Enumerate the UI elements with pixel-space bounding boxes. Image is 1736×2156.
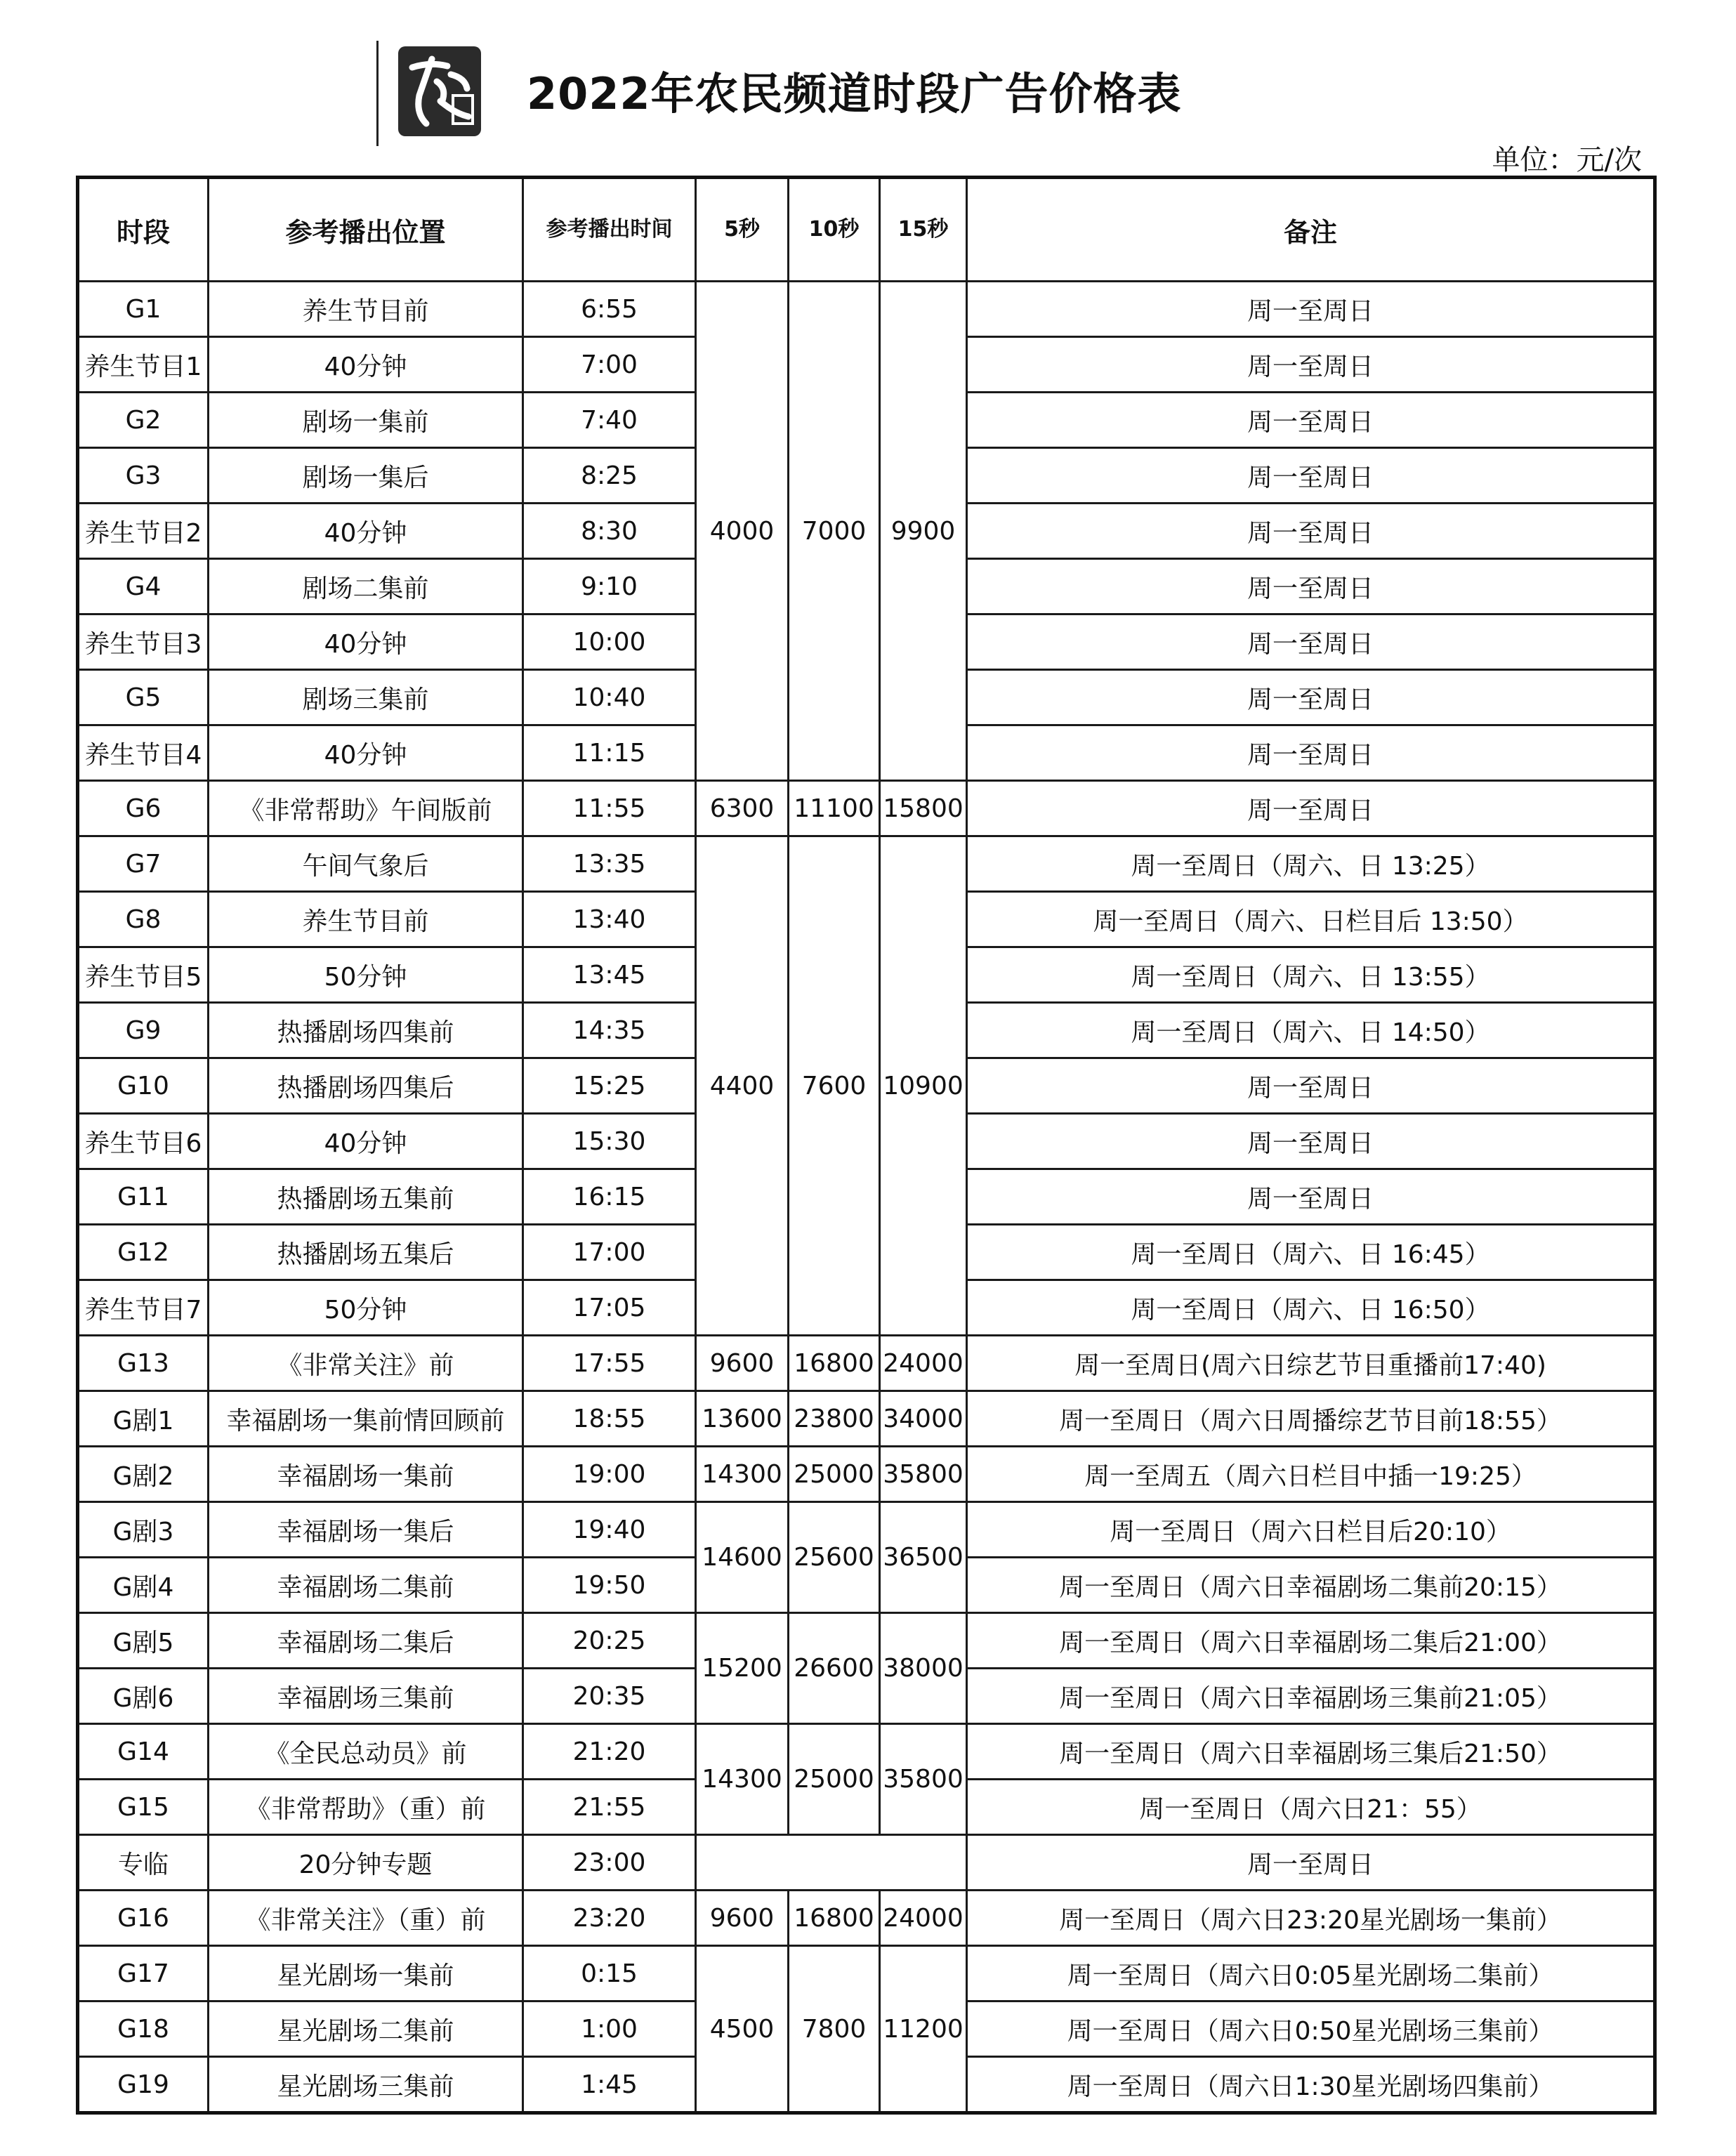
time-cell: 0:15 xyxy=(523,1946,696,2001)
position-cell: 《非常帮助》（重）前 xyxy=(209,1780,523,1835)
position-cell: 幸福剧场二集前 xyxy=(209,1558,523,1613)
slot-cell: G剧4 xyxy=(78,1558,209,1613)
time-cell: 7:00 xyxy=(523,337,696,393)
note-cell: 周一至周日（周六日周播综艺节目前18:55） xyxy=(967,1391,1655,1447)
slot-cell: G6 xyxy=(78,781,209,836)
note-cell: 周一至周日（周六日幸福剧场二集后21:00） xyxy=(967,1613,1655,1669)
price-s5-cell: 9600 xyxy=(696,1891,789,1946)
slot-cell: 养生节目1 xyxy=(78,337,209,393)
time-cell: 19:50 xyxy=(523,1558,696,1613)
slot-cell: G剧2 xyxy=(78,1447,209,1502)
position-cell: 40分钟 xyxy=(209,614,523,670)
slot-cell: 养生节目7 xyxy=(78,1280,209,1336)
slot-cell: 专临 xyxy=(78,1835,209,1891)
table-row xyxy=(78,1891,1655,1946)
time-cell: 10:00 xyxy=(523,614,696,670)
slot-cell: G剧5 xyxy=(78,1613,209,1669)
price-s10-cell: 16800 xyxy=(789,1891,880,1946)
price-s5-cell: 13600 xyxy=(696,1391,789,1447)
table-row xyxy=(78,282,1655,337)
price-s5-cell: 9600 xyxy=(696,1336,789,1391)
time-cell: 11:15 xyxy=(523,725,696,781)
note-cell: 周一至周日（周六、日 14:50） xyxy=(967,1003,1655,1058)
slot-cell: G4 xyxy=(78,559,209,614)
price-s15-cell: 24000 xyxy=(880,1891,967,1946)
time-cell: 23:20 xyxy=(523,1891,696,1946)
note-cell: 周一至周日 xyxy=(967,393,1655,448)
slot-cell: G剧6 xyxy=(78,1669,209,1724)
note-cell: 周一至周日 xyxy=(967,781,1655,836)
note-cell: 周一至周日（周六日幸福剧场二集前20:15） xyxy=(967,1558,1655,1613)
position-cell: 剧场一集后 xyxy=(209,448,523,504)
note-cell: 周一至周日（周六日栏目后20:10） xyxy=(967,1502,1655,1558)
position-cell: 《非常关注》（重）前 xyxy=(209,1891,523,1946)
time-cell: 1:45 xyxy=(523,2057,696,2113)
note-cell: 周一至周日 xyxy=(967,504,1655,559)
price-s15-cell: 10900 xyxy=(880,836,967,1336)
table-row xyxy=(78,781,1655,836)
time-cell: 8:25 xyxy=(523,448,696,504)
position-cell: 20分钟专题 xyxy=(209,1835,523,1891)
time-cell: 21:20 xyxy=(523,1724,696,1780)
price-s15-cell: 11200 xyxy=(880,1946,967,2113)
position-cell: 剧场二集前 xyxy=(209,559,523,614)
time-cell: 20:25 xyxy=(523,1613,696,1669)
note-cell: 周一至周日 xyxy=(967,1169,1655,1225)
price-s15-cell: 24000 xyxy=(880,1336,967,1391)
note-cell: 周一至周日 xyxy=(967,1114,1655,1169)
slot-cell: G7 xyxy=(78,836,209,892)
time-cell: 8:30 xyxy=(523,504,696,559)
position-cell: 热播剧场五集后 xyxy=(209,1225,523,1280)
note-cell: 周一至周日 xyxy=(967,282,1655,337)
price-s5-cell: 4000 xyxy=(696,282,789,781)
slot-cell: G剧3 xyxy=(78,1502,209,1558)
price-s15-cell: 15800 xyxy=(880,781,967,836)
price-s10-cell: 7600 xyxy=(789,836,880,1336)
time-cell: 20:35 xyxy=(523,1669,696,1724)
note-cell: 周一至周日 xyxy=(967,1058,1655,1114)
note-cell: 周一至周五（周六日栏目中插一19:25） xyxy=(967,1447,1655,1502)
position-cell: 幸福剧场三集前 xyxy=(209,1669,523,1724)
document-title: 2022年农民频道时段广告价格表 xyxy=(527,68,1182,119)
time-cell: 17:05 xyxy=(523,1280,696,1336)
position-cell: 《非常帮助》午间版前 xyxy=(209,781,523,836)
header-slot: 时段 xyxy=(78,178,209,282)
price-s10-cell: 23800 xyxy=(789,1391,880,1447)
note-cell: 周一至周日（周六、日 13:55） xyxy=(967,947,1655,1003)
price-s5-cell: 14600 xyxy=(696,1502,789,1613)
price-s10-cell: 25600 xyxy=(789,1502,880,1613)
position-cell: 养生节目前 xyxy=(209,892,523,947)
header-row xyxy=(78,178,1655,282)
note-cell: 周一至周日（周六日幸福剧场三集前21:05） xyxy=(967,1669,1655,1724)
slot-cell: 养生节目5 xyxy=(78,947,209,1003)
slot-cell: G11 xyxy=(78,1169,209,1225)
header-15s: 15秒 xyxy=(880,178,967,282)
slot-cell: G12 xyxy=(78,1225,209,1280)
time-cell: 10:40 xyxy=(523,670,696,725)
unit-label: 单位：元/次 xyxy=(1492,144,1642,176)
slot-cell: 养生节目4 xyxy=(78,725,209,781)
position-cell: 热播剧场四集后 xyxy=(209,1058,523,1114)
slot-cell: 养生节目2 xyxy=(78,504,209,559)
header-position: 参考播出位置 xyxy=(209,178,523,282)
price-s10-cell: 25000 xyxy=(789,1447,880,1502)
slot-cell: G3 xyxy=(78,448,209,504)
table-row xyxy=(78,1724,1655,1780)
table-row xyxy=(78,836,1655,892)
price-s5-cell: 14300 xyxy=(696,1447,789,1502)
slot-cell: G2 xyxy=(78,393,209,448)
position-cell: 午间气象后 xyxy=(209,836,523,892)
time-cell: 16:15 xyxy=(523,1169,696,1225)
position-cell: 50分钟 xyxy=(209,947,523,1003)
position-cell: 剧场一集前 xyxy=(209,393,523,448)
time-cell: 18:55 xyxy=(523,1391,696,1447)
table-row xyxy=(78,1391,1655,1447)
price-table xyxy=(76,176,1657,2115)
time-cell: 13:45 xyxy=(523,947,696,1003)
price-empty-cell xyxy=(696,1835,967,1891)
time-cell: 6:55 xyxy=(523,282,696,337)
position-cell: 幸福剧场二集后 xyxy=(209,1613,523,1669)
time-cell: 1:00 xyxy=(523,2001,696,2057)
position-cell: 星光剧场一集前 xyxy=(209,1946,523,2001)
note-cell: 周一至周日 xyxy=(967,448,1655,504)
table-row xyxy=(78,1502,1655,1558)
time-cell: 11:55 xyxy=(523,781,696,836)
note-cell: 周一至周日（周六、日 16:50） xyxy=(967,1280,1655,1336)
price-s10-cell: 11100 xyxy=(789,781,880,836)
note-cell: 周一至周日 xyxy=(967,559,1655,614)
position-cell: 星光剧场三集前 xyxy=(209,2057,523,2113)
note-cell: 周一至周日 xyxy=(967,1835,1655,1891)
price-s10-cell: 7000 xyxy=(789,282,880,781)
position-cell: 幸福剧场一集前情回顾前 xyxy=(209,1391,523,1447)
position-cell: 热播剧场五集前 xyxy=(209,1169,523,1225)
note-cell: 周一至周日（周六、日栏目后 13:50） xyxy=(967,892,1655,947)
note-cell: 周一至周日（周六日0:05星光剧场二集前） xyxy=(967,1946,1655,2001)
slot-cell: G10 xyxy=(78,1058,209,1114)
position-cell: 星光剧场二集前 xyxy=(209,2001,523,2057)
note-cell: 周一至周日（周六日23:20星光剧场一集前） xyxy=(967,1891,1655,1946)
price-s5-cell: 4500 xyxy=(696,1946,789,2113)
position-cell: 50分钟 xyxy=(209,1280,523,1336)
price-s15-cell: 35800 xyxy=(880,1724,967,1835)
time-cell: 19:40 xyxy=(523,1502,696,1558)
note-cell: 周一至周日 xyxy=(967,337,1655,393)
slot-cell: G16 xyxy=(78,1891,209,1946)
position-cell: 《全民总动员》前 xyxy=(209,1724,523,1780)
time-cell: 19:00 xyxy=(523,1447,696,1502)
position-cell: 40分钟 xyxy=(209,725,523,781)
time-cell: 13:40 xyxy=(523,892,696,947)
note-cell: 周一至周日（周六日21：55） xyxy=(967,1780,1655,1835)
table-row xyxy=(78,1835,1655,1891)
table-body xyxy=(78,282,1655,2113)
price-s5-cell: 4400 xyxy=(696,836,789,1336)
table-row xyxy=(78,1946,1655,2001)
position-cell: 养生节目前 xyxy=(209,282,523,337)
slot-cell: G17 xyxy=(78,1946,209,2001)
logo-calligraphy-icon xyxy=(398,46,481,136)
slot-cell: G18 xyxy=(78,2001,209,2057)
position-cell: 《非常关注》前 xyxy=(209,1336,523,1391)
time-cell: 13:35 xyxy=(523,836,696,892)
time-cell: 7:40 xyxy=(523,393,696,448)
note-cell: 周一至周日 xyxy=(967,670,1655,725)
channel-logo xyxy=(376,41,484,146)
price-s10-cell: 26600 xyxy=(789,1613,880,1724)
slot-cell: G13 xyxy=(78,1336,209,1391)
table-row xyxy=(78,1336,1655,1391)
price-s15-cell: 34000 xyxy=(880,1391,967,1447)
note-cell: 周一至周日（周六、日 16:45） xyxy=(967,1225,1655,1280)
header-5s: 5秒 xyxy=(696,178,789,282)
time-cell: 21:55 xyxy=(523,1780,696,1835)
price-s10-cell: 25000 xyxy=(789,1724,880,1835)
price-s10-cell: 7800 xyxy=(789,1946,880,2113)
price-s10-cell: 16800 xyxy=(789,1336,880,1391)
price-s15-cell: 35800 xyxy=(880,1447,967,1502)
header-time: 参考播出时间 xyxy=(523,178,696,282)
price-s5-cell: 14300 xyxy=(696,1724,789,1835)
position-cell: 40分钟 xyxy=(209,1114,523,1169)
slot-cell: G1 xyxy=(78,282,209,337)
header-note: 备注 xyxy=(967,178,1655,282)
slot-cell: G9 xyxy=(78,1003,209,1058)
price-s15-cell: 38000 xyxy=(880,1613,967,1724)
note-cell: 周一至周日 xyxy=(967,614,1655,670)
time-cell: 17:55 xyxy=(523,1336,696,1391)
price-s15-cell: 36500 xyxy=(880,1502,967,1613)
position-cell: 幸福剧场一集前 xyxy=(209,1447,523,1502)
note-cell: 周一至周日(周六日综艺节目重播前17:40) xyxy=(967,1336,1655,1391)
time-cell: 14:35 xyxy=(523,1003,696,1058)
note-cell: 周一至周日 xyxy=(967,725,1655,781)
position-cell: 40分钟 xyxy=(209,337,523,393)
header-10s: 10秒 xyxy=(789,178,880,282)
position-cell: 剧场三集前 xyxy=(209,670,523,725)
position-cell: 40分钟 xyxy=(209,504,523,559)
slot-cell: G5 xyxy=(78,670,209,725)
price-s5-cell: 6300 xyxy=(696,781,789,836)
note-cell: 周一至周日（周六、日 13:25） xyxy=(967,836,1655,892)
note-cell: 周一至周日（周六日幸福剧场三集后21:50） xyxy=(967,1724,1655,1780)
slot-cell: G15 xyxy=(78,1780,209,1835)
time-cell: 9:10 xyxy=(523,559,696,614)
time-cell: 23:00 xyxy=(523,1835,696,1891)
table-row xyxy=(78,1447,1655,1502)
slot-cell: G19 xyxy=(78,2057,209,2113)
slot-cell: G剧1 xyxy=(78,1391,209,1447)
time-cell: 15:30 xyxy=(523,1114,696,1169)
note-cell: 周一至周日（周六日1:30星光剧场四集前） xyxy=(967,2057,1655,2113)
position-cell: 热播剧场四集前 xyxy=(209,1003,523,1058)
time-cell: 15:25 xyxy=(523,1058,696,1114)
time-cell: 17:00 xyxy=(523,1225,696,1280)
price-s5-cell: 15200 xyxy=(696,1613,789,1724)
price-s15-cell: 9900 xyxy=(880,282,967,781)
table-row xyxy=(78,1613,1655,1669)
slot-cell: 养生节目3 xyxy=(78,614,209,670)
note-cell: 周一至周日（周六日0:50星光剧场三集前） xyxy=(967,2001,1655,2057)
slot-cell: 养生节目6 xyxy=(78,1114,209,1169)
slot-cell: G8 xyxy=(78,892,209,947)
slot-cell: G14 xyxy=(78,1724,209,1780)
position-cell: 幸福剧场一集后 xyxy=(209,1502,523,1558)
